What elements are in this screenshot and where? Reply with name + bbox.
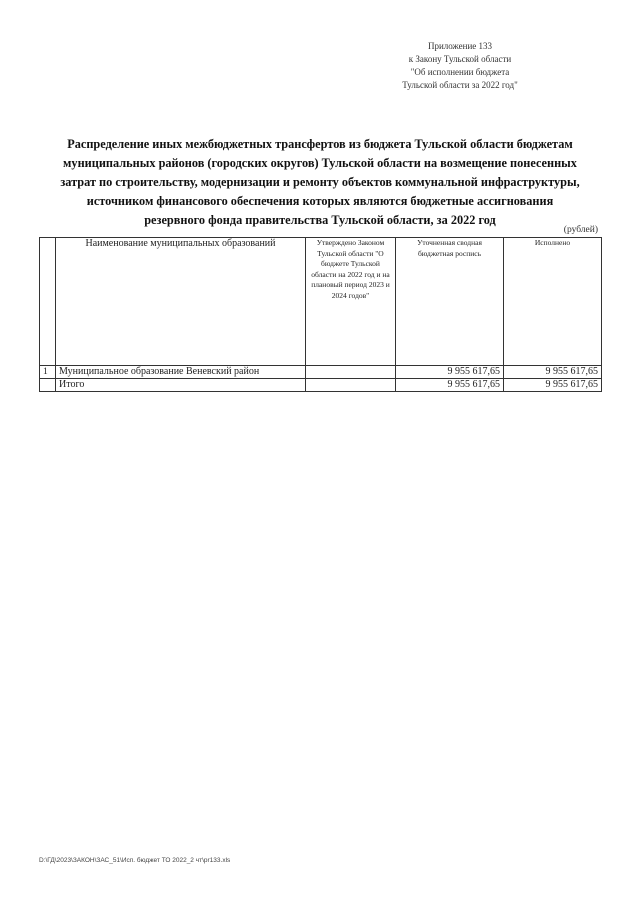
units-label: (рублей) [563, 225, 598, 235]
title-line-1: Распределение иных межбюджетных трансфертов из бюджета Тульской области бюджетам [67, 137, 573, 151]
title-line-3: затрат по строительству, модернизации и ремонту объектов коммунальной инфраструктуры, [60, 175, 580, 189]
appendix-line-1: Приложение 133 [427, 41, 493, 51]
transfers-table [39, 237, 602, 392]
row-specified: 9 955 617,65 [396, 366, 504, 379]
file-path-footer: D:\ГД\2023\ЗАКОН\ЗАС_51\Исп. бюджет ТО 2022_2 чт\pr133.xls [39, 857, 231, 864]
title-line-4: источником финансового обеспечения которых являются бюджетные ассигнования [86, 194, 554, 208]
appendix-note [360, 40, 560, 92]
table-row [40, 366, 602, 379]
document-title [38, 135, 602, 230]
appendix-line-2: к Закону Тульской области [408, 54, 512, 64]
header-number [40, 238, 56, 366]
total-specified: 9 955 617,65 [396, 379, 504, 392]
title-line-2: муниципальных районов (городских округов) Тульской области на возмещение понесенных [63, 156, 577, 170]
header-approved: Утверждено Законом Тульской области "О бюджете Тульской области на 2022 год и на плановый период 2023 и 2024 годов" [306, 238, 396, 366]
row-executed: 9 955 617,65 [504, 366, 602, 379]
header-specified: Уточненная сводная бюджетная роспись [396, 238, 504, 366]
row-number: 1 [40, 366, 56, 379]
title-line-5: резервного фонда правительства Тульской области, за 2022 год [144, 213, 496, 227]
total-label: Итого [56, 379, 306, 392]
row-name: Муниципальное образование Веневский район [56, 366, 306, 379]
table-header-row [40, 238, 602, 366]
appendix-line-3: "Об исполнении бюджета [410, 67, 510, 77]
header-name: Наименование муниципальных образований [56, 238, 306, 366]
header-executed: Исполнено [504, 238, 602, 366]
row-approved [306, 366, 396, 379]
appendix-line-4: Тульской области за 2022 год" [402, 80, 518, 90]
total-approved [306, 379, 396, 392]
total-executed: 9 955 617,65 [504, 379, 602, 392]
table-total-row [40, 379, 602, 392]
total-number [40, 379, 56, 392]
